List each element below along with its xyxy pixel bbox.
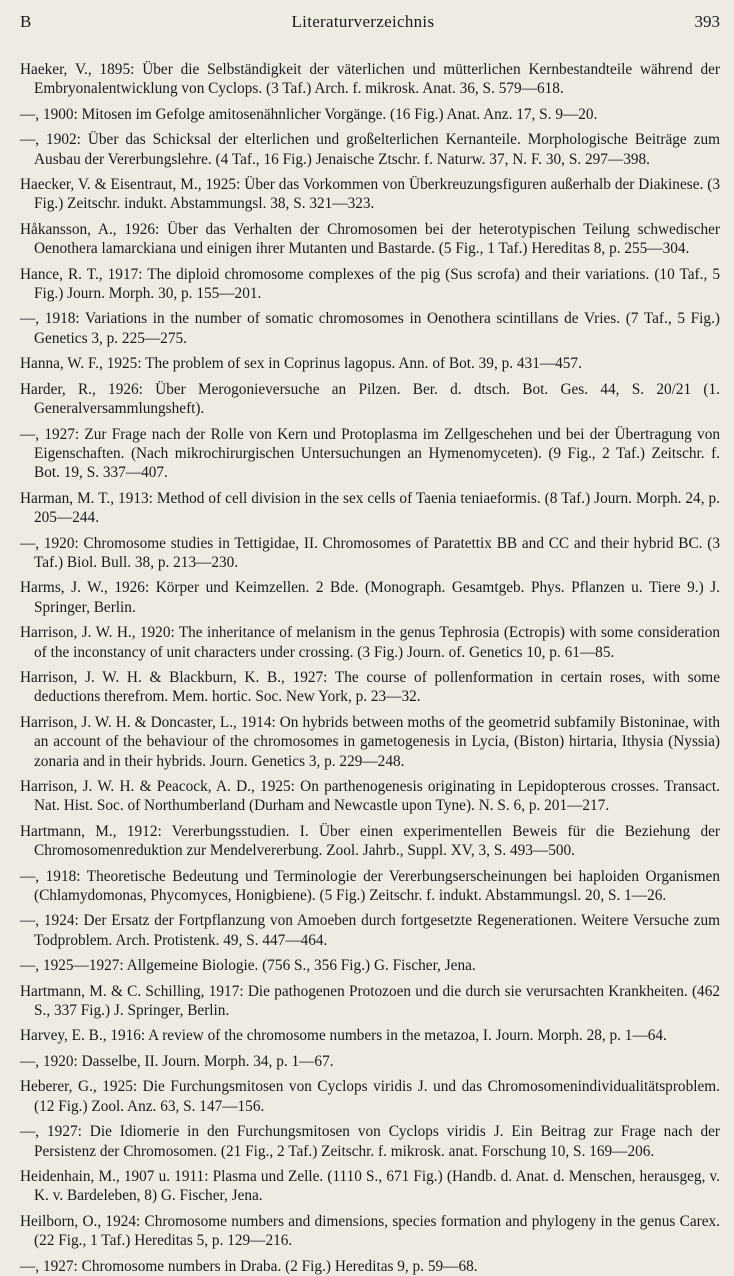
bibliography-entry: —, 1920: Dasselbe, II. Journ. Morph. 34, p. 1—67. bbox=[20, 1052, 334, 1070]
bibliography-entry: Harvey, E. B., 1916: A review of the chromosome numbers in the metazoa, I. Journ. Morph. 28, p. 1—64. bbox=[20, 1027, 667, 1045]
bibliography-entry: Harrison, J. W. H. & Peacock, A. D., 1925: On parthenogenesis originating in Lepidopterous crosses. Transact. Nat. Hist. Soc. of Northumberland (Durham and Newcastle upon Tyne). N. S. 6, p. 201—217. bbox=[20, 778, 720, 815]
bibliography-list bbox=[20, 60, 720, 1276]
bibliography-entry: Hance, R. T., 1917: The diploid chromosome complexes of the pig (Sus scrofa) and their variations. (10 Taf., 5 Fig.) Journ. Morph. 30, p. 155—201. bbox=[20, 265, 720, 303]
bibliography-entry: —, 1927: Die Idiomerie in den Furchungsmitosen von Cyclops viridis J. Ein Beitrag zur Frage nach der Persistenz der Chromosomen. (21 Fig., 2 Taf.) Zeitschr. f. mikrosk. anat. Forschung 10, S. 169—206. bbox=[20, 1123, 720, 1160]
bibliography-entry: —, 1924: Der Ersatz der Fortpflanzung von Amoeben durch fortgesetzte Regenerationen. Weitere Versuche zum Todproblem. Arch. Protistenk. 49, S. 447—464. bbox=[20, 912, 720, 949]
bibliography-entry: Hartmann, M. & C. Schilling, 1917: Die pathogenen Protozoen und die durch sie verursachten Krankheiten. (462 S., 337 Fig.) J. Springer, Berlin. bbox=[20, 982, 720, 1020]
bibliography-entry: —, 1902: Über das Schicksal der elterlichen und großelterlichen Kernanteile. Morphologische Beiträge zum Ausbau der Vererbungslehre. (4 Taf., 16 Fig.) Jenaische Ztschr. f. Naturw. 37, N. F. 30, S. 297—398. bbox=[20, 131, 720, 168]
bibliography-entry: Harman, M. T., 1913: Method of cell division in the sex cells of Taenia teniaeformis. (8 Taf.) Journ. Morph. 24, p. 205—244. bbox=[20, 489, 720, 527]
bibliography-entry: Harrison, J. W. H. & Blackburn, K. B., 1927: The course of pollenformation in certain roses, with some deductions therefrom. Mem. hortic. Soc. New York, p. 23—32. bbox=[20, 668, 720, 706]
bibliography-entry: Heberer, G., 1925: Die Furchungsmitosen von Cyclops viridis J. und das Chromosomenindividualitätsproblem. (12 Fig.) Zool. Anz. 63, S. 147—156. bbox=[20, 1078, 720, 1115]
bibliography-entry: Heilborn, O., 1924: Chromosome numbers and dimensions, species formation and phylogeny in the genus Carex. (22 Fig., 1 Taf.) Hereditas 5, p. 129—216. bbox=[20, 1212, 720, 1250]
bibliography-entry: Haeker, V., 1895: Über die Selbständigkeit der väterlichen und mütterlichen Kernbestandteile während der Embryonalentwicklung von Cyclops. (3 Taf.) Arch. f. mikrosk. Anat. 36, S. 579—618. bbox=[20, 61, 720, 98]
page-number: 393 bbox=[694, 12, 720, 31]
bibliography-entry: Harrison, J. W. H., 1920: The inheritance of melanism in the genus Tephrosia (Ectropis) with some consideration of the inconstancy of unit characters under crossing. (3 Fig.) Journ. of. Genetics 10, p. 61—85. bbox=[20, 624, 720, 661]
bibliography-entry: —, 1927: Zur Frage nach der Rolle von Kern und Protoplasma im Zellgeschehen und bei der Übertragung von Eigenschaften. (Nach mikrochirurgischen Untersuchungen an Hymenomyceten). (9 Fig., 2 Taf.) Zeitschr. f. Bot. 19, S. 337—407. bbox=[20, 425, 720, 482]
bibliography-entry: —, 1900: Mitosen im Gefolge amitosenähnlicher Vorgänge. (16 Fig.) Anat. Anz. 17, S. 9—20. bbox=[20, 105, 598, 123]
bibliography-entry: —, 1918: Variations in the number of somatic chromosomes in Oenothera scintillans de Vries. (7 Taf., 5 Fig.) Genetics 3, p. 225—275. bbox=[20, 310, 720, 347]
header-title: Literaturverzeichnis bbox=[291, 12, 435, 31]
bibliography-entry: Håkansson, A., 1926: Über das Verhalten der Chromosomen bei der heterotypischen Teilung schwedischer Oenothera lamarckiana und einigen ihrer Mutanten und Bastarde. (5 Fig., 1 Taf.) Hereditas 8, p. 255—304. bbox=[20, 220, 720, 258]
bibliography-entry: —, 1925—1927: Allgemeine Biologie. (756 S., 356 Fig.) G. Fischer, Jena. bbox=[20, 957, 476, 975]
header-left-mark: B bbox=[20, 12, 32, 31]
running-header bbox=[20, 12, 720, 42]
bibliography-entry: —, 1927: Chromosome numbers in Draba. (2 Fig.) Hereditas 9, p. 59—68. bbox=[20, 1257, 478, 1275]
bibliography-entry: Hartmann, M., 1912: Vererbungsstudien. I. Über einen experimentellen Beweis für die Beziehung der Chromosomenreduktion zur Mendelvererbung. Zool. Jahrb., Suppl. XV, 3, S. 493—500. bbox=[20, 822, 720, 860]
bibliography-entry: Harder, R., 1926: Über Merogonieversuche an Pilzen. Ber. d. dtsch. Bot. Ges. 44, S. 20/21 (1. Generalversammlungsheft). bbox=[20, 380, 720, 418]
bibliography-entry: Haecker, V. & Eisentraut, M., 1925: Über das Vorkommen von Überkreuzungsfiguren außerhalb der Diakinese. (3 Fig.) Zeitschr. indukt. Abstammungsl. 38, S. 321—323. bbox=[20, 176, 720, 213]
bibliography-entry: Harms, J. W., 1926: Körper und Keimzellen. 2 Bde. (Monograph. Gesamtgeb. Phys. Pflanzen u. Tiere 9.) J. Springer, Berlin. bbox=[20, 579, 720, 616]
bibliography-entry: Hanna, W. F., 1925: The problem of sex in Coprinus lagopus. Ann. of Bot. 39, p. 431—457. bbox=[20, 355, 582, 373]
bibliography-entry: —, 1920: Chromosome studies in Tettigidae, II. Chromosomes of Paratettix BB and CC and their hybrid BC. (3 Taf.) Biol. Bull. 38, p. 213—230. bbox=[20, 534, 720, 571]
bibliography-entry: —, 1918: Theoretische Bedeutung und Terminologie der Vererbungserscheinungen bei haploiden Organismen (Chlamydomonas, Phycomyces, Honigbiene). (5 Fig.) Zeitschr. f. indukt. Abstammungsl. 20, S. 1—26. bbox=[20, 867, 720, 905]
bibliography-entry: Heidenhain, M., 1907 u. 1911: Plasma und Zelle. (1110 S., 671 Fig.) (Handb. d. Anat. d. Menschen, herausgeg, v. K. v. Bardeleben, 8) G. Fischer, Jena. bbox=[20, 1167, 720, 1205]
bibliography-entry: Harrison, J. W. H. & Doncaster, L., 1914: On hybrids between moths of the geometrid subfamily Bistoninae, with an account of the behaviour of the chromosomes in gametogenesis in Lycia, (Biston) hirtaria, Ithysia (Nyssia) zonaria and in their hybrids. Journ. Genetics 3, p. 229—248. bbox=[20, 713, 720, 770]
